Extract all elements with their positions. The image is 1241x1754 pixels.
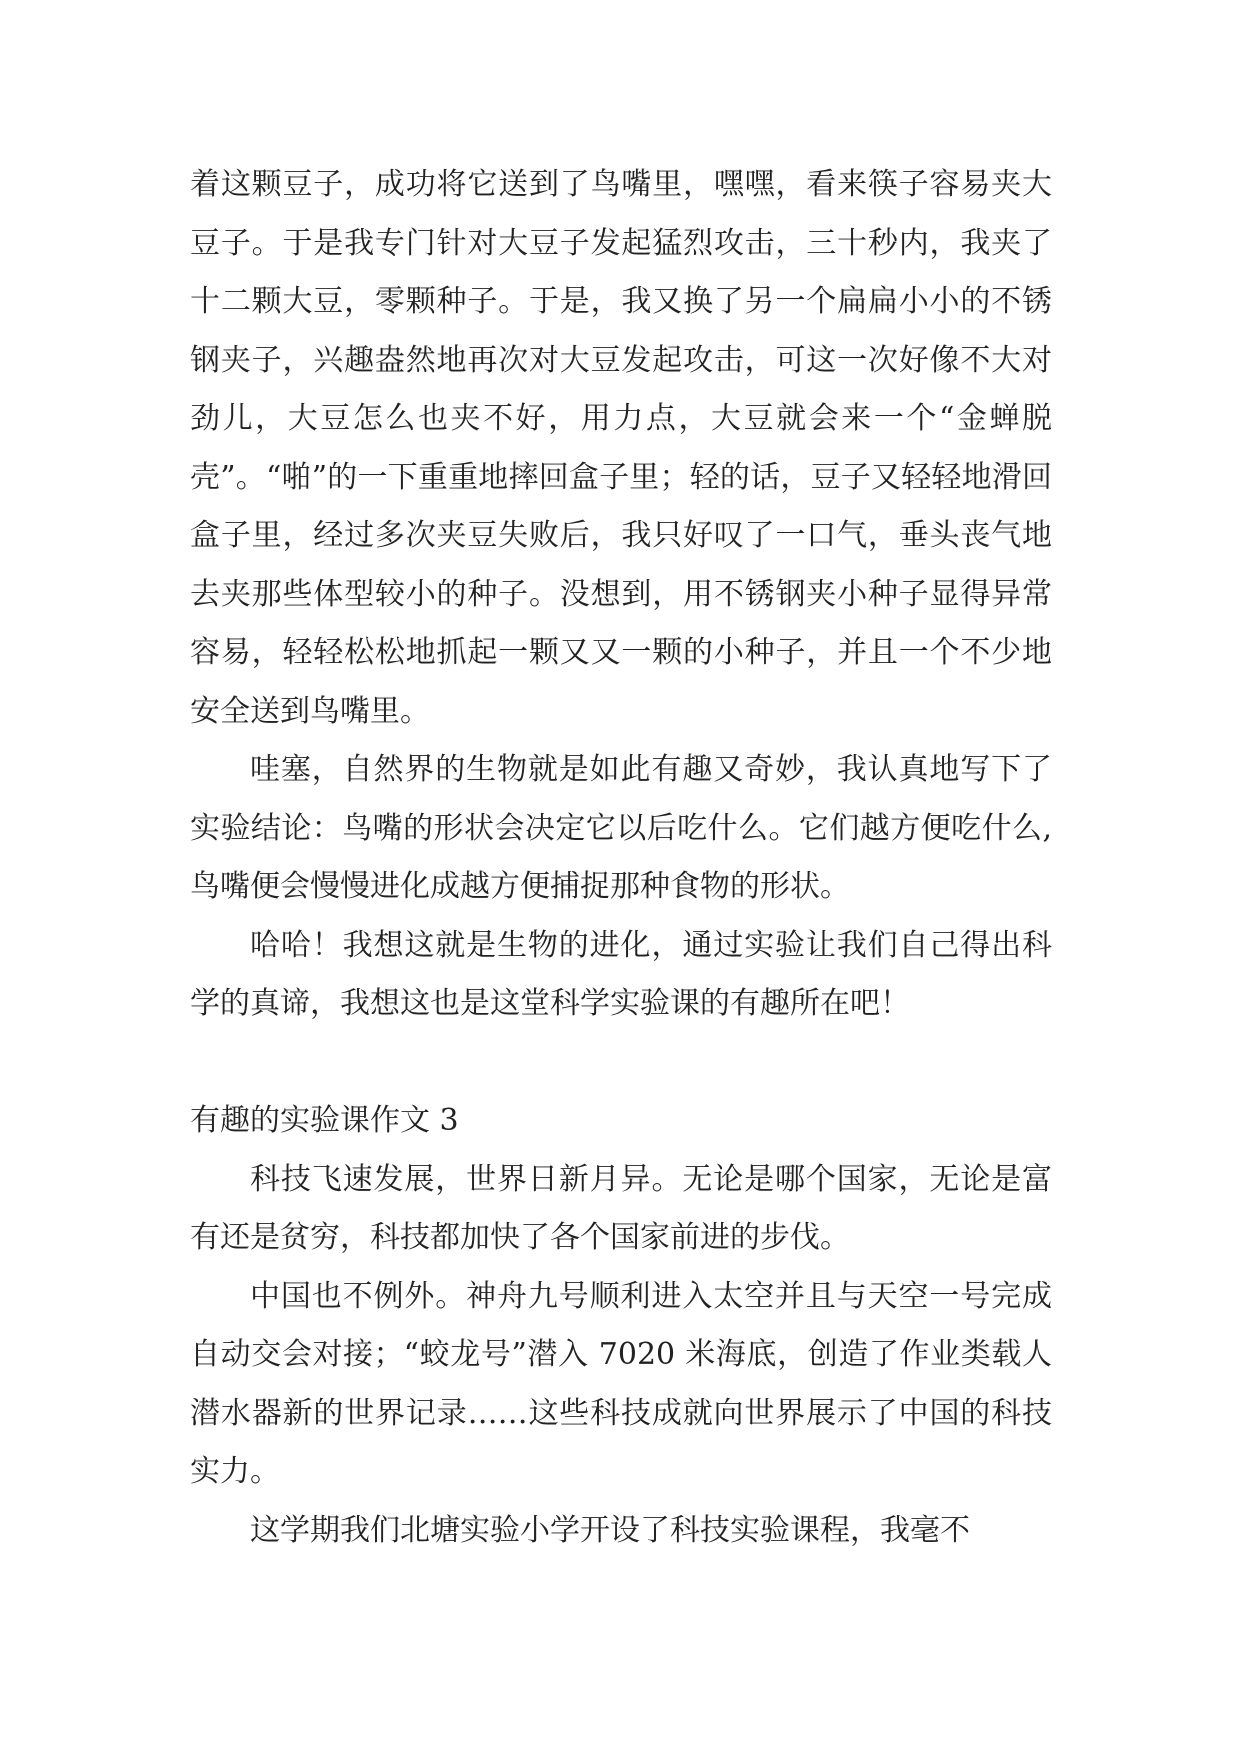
paragraph-continuation: 着这颗豆子，成功将它送到了鸟嘴里，嘿嘿，看来筷子容易夹大豆子。于是我专门针对大豆子发起猛烈攻击，三十秒内，我夹了十二颗大豆，零颗种子。于是，我又换了另一个扁扁小小的不锈钢夹子，兴趣盎然地再次对大豆发起攻击，可这一次好像不大对劲儿，大豆怎么也夹不好，用力点，大豆就会来一个“金蝉脱壳”。“啪”的一下重重地摔回盒子里；轻的话，豆子又轻轻地滑回盒子里，经过多次夹豆失败后，我只好叹了一口气，垂头丧气地去夹那些体型较小的种子。没想到，用不锈钢夹小种子显得异常容易，轻轻松松地抓起一颗又又一颗的小种子，并且一个不少地安全送到鸟嘴里。 <box>190 167 1052 729</box>
paragraph-school: 这学期我们北塘实验小学开设了科技实验课程，我毫不 <box>250 1512 970 1548</box>
blank-line <box>190 1034 1052 1093</box>
paragraph-technology: 科技飞速发展，世界日新月异。无论是哪个国家，无论是富有还是贫穷，科技都加快了各个国家前进的步伐。 <box>190 1161 1052 1255</box>
paragraph-conclusion: 哇塞，自然界的生物就是如此有趣又奇妙，我认真地写下了实验结论：鸟嘴的形状会决定它以后吃什么。它们越方便吃什么,鸟嘴便会慢慢进化成越方便捕捉那种食物的形状。 <box>190 752 1052 904</box>
paragraph-closing: 哈哈！我想这就是生物的进化，通过实验让我们自己得出科学的真谛，我想这也是这堂科学实验课的有趣所在吧！ <box>190 927 1052 1021</box>
section-heading: 有趣的实验课作文 3 <box>190 1103 459 1138</box>
paragraph-china: 中国也不例外。神舟九号顺利进入太空并且与天空一号完成自动交会对接；“蛟龙号”潜入 7020 米海底，创造了作业类载人潜水器新的世界记录……这些科技成就向世界展示了中国的科技实力。 <box>190 1278 1052 1489</box>
document-body <box>190 156 1052 1560</box>
